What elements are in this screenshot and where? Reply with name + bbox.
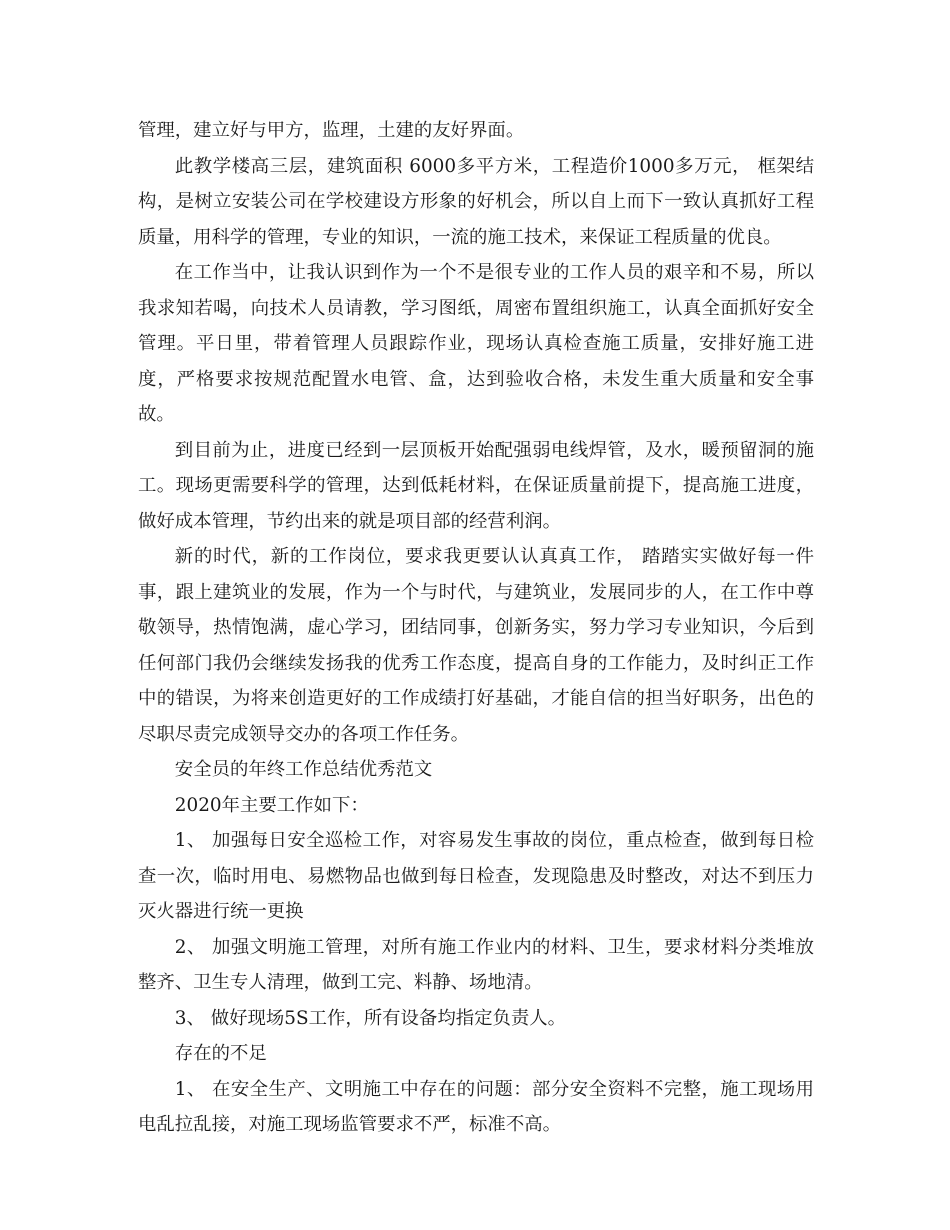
list-item-problems: 1、 在安全生产、文明施工中存在的问题：部分安全资料不完整，施工现场用电乱拉乱接，对施工现场监管要求不严，标准不高。 [138,1078,814,1135]
section-heading-shortcomings: 存在的不足 [174,1043,267,1064]
list-item-inspection: 1、 加强每日安全巡检工作，对容易发生事故的岗位，重点检查，做到每日检查一次，临时用电、易燃物品也做到每日检查，发现隐患及时整改，对达不到压力灭火器进行统一更换 [138,830,814,922]
list-item-5s: 3、 做好现场5S工作，所有设备均指定负责人。 [174,1007,567,1029]
paragraph-building-overview: 此教学楼高三层，建筑面积 6000多平方米，工程造价1000多万元， 框架结构，是树立安装公司在学校建设方形象的好机会，所以自上而下一致认真抓好工程质量，用科学的管理，专业的知识，一流的施工技术，来保证工程质量的优良。 [138,155,814,248]
list-item-civilized-construction: 2、 加强文明施工管理，对所有施工作业内的材料、卫生，要求材料分类堆放整齐、卫生专人清理，做到工完、料静、场地清。 [138,936,814,993]
paragraph-new-era: 新的时代，新的工作岗位，要求我更要认认真真工作， 踏踏实实做好每一件事，跟上建筑业的发展，作为一个与时代，与建筑业，发展同步的人，在工作中尊敬领导，热情饱满，虚心学习，团结同事，创新务实，努力学习专业知识，今后到任何部门我仍会继续发扬我的优秀工作态度，提高自身的工作能力，及时纠正工作中的错误，为将来创造更好的工作成绩打好基础，才能自信的担当好职务，出色的尽职尽责完成领导交办的各项工作任务。 [138,546,814,745]
paragraph-progress: 到目前为止，进度已经到一层顶板开始配强弱电线焊管，及水，暖预留洞的施工。现场更需要科学的管理，达到低耗材料，在保证质量前提下，提高施工进度，做好成本管理，节约出来的就是项目部的经营利润。 [138,439,814,532]
paragraph-work-experience: 在工作当中，让我认识到作为一个不是很专业的工作人员的艰辛和不易，所以我求知若喝，向技术人员请教，学习图纸，周密布置组织施工，认真全面抓好安全管理。平日里，带着管理人员跟踪作业，现场认真检查施工质量，安排好施工进度，严格要求按规范配置水电管、盒，达到验收合格，未发生重大质量和安全事故。 [138,262,814,425]
document-body [138,113,814,1143]
paragraph-continuation: 管理，建立好与甲方，监理，土建的友好界面。 [138,120,525,141]
section-heading-safety-summary: 安全员的年终工作总结优秀范文 [174,759,433,780]
section-heading-main-work: 2020年主要工作如下： [174,794,369,816]
